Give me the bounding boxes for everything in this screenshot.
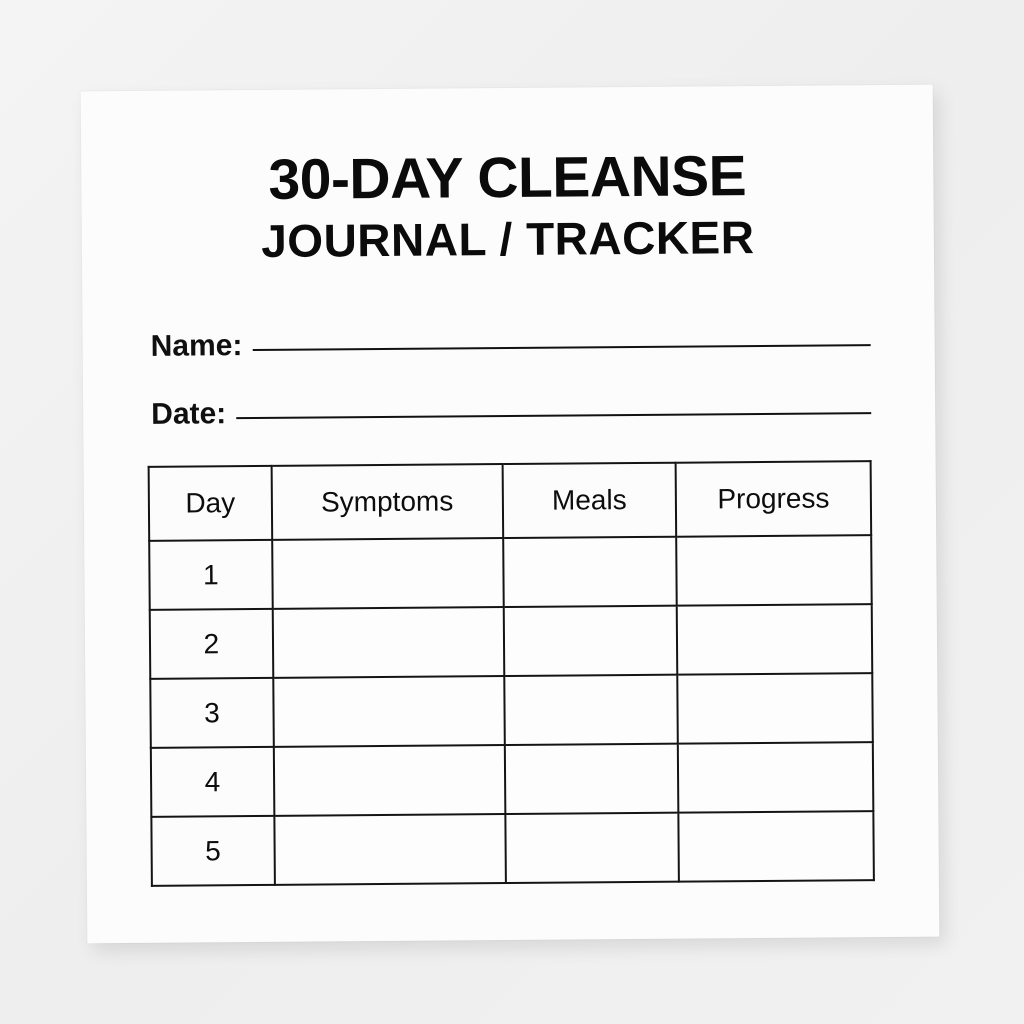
cell-day: 4 <box>151 747 274 817</box>
table-row <box>151 811 874 886</box>
cell-meals[interactable] <box>504 675 678 745</box>
column-header-meals: Meals <box>502 463 676 538</box>
table-row <box>149 535 872 610</box>
cell-symptoms[interactable] <box>274 814 506 885</box>
cell-symptoms[interactable] <box>272 538 504 609</box>
name-field-row <box>151 324 871 364</box>
table-row <box>150 604 873 679</box>
cell-symptoms[interactable] <box>273 676 505 747</box>
name-input-line[interactable] <box>252 344 870 351</box>
cell-symptoms[interactable] <box>274 745 506 816</box>
cell-day: 2 <box>150 609 273 679</box>
cell-symptoms[interactable] <box>272 607 504 678</box>
page-title: 30-DAY CLEANSE <box>268 144 747 212</box>
date-field-row <box>151 392 871 432</box>
table-header-row <box>149 461 872 541</box>
sheet-content <box>81 85 940 944</box>
cell-progress[interactable] <box>677 604 873 675</box>
paper-sheet <box>81 85 940 944</box>
page-subtitle: JOURNAL / TRACKER <box>261 211 755 268</box>
title-block <box>145 145 870 268</box>
date-field-label: Date: <box>151 397 227 431</box>
cell-day: 5 <box>151 816 274 886</box>
cell-day: 1 <box>149 540 272 610</box>
cell-meals[interactable] <box>503 537 677 607</box>
name-field-label: Name: <box>150 329 243 363</box>
date-input-line[interactable] <box>236 412 871 419</box>
tracker-table <box>148 460 875 887</box>
cell-meals[interactable] <box>503 606 677 676</box>
cell-day: 3 <box>150 678 273 748</box>
cell-meals[interactable] <box>505 813 679 883</box>
form-fields <box>147 324 872 432</box>
cell-progress[interactable] <box>677 673 873 744</box>
column-header-symptoms: Symptoms <box>271 464 503 540</box>
cell-progress[interactable] <box>678 742 874 813</box>
cell-progress[interactable] <box>676 535 872 606</box>
table-row <box>150 673 873 748</box>
column-header-progress: Progress <box>676 461 872 537</box>
cell-meals[interactable] <box>505 744 679 814</box>
column-header-day: Day <box>149 466 272 541</box>
table-row <box>151 742 874 817</box>
cell-progress[interactable] <box>678 811 874 882</box>
